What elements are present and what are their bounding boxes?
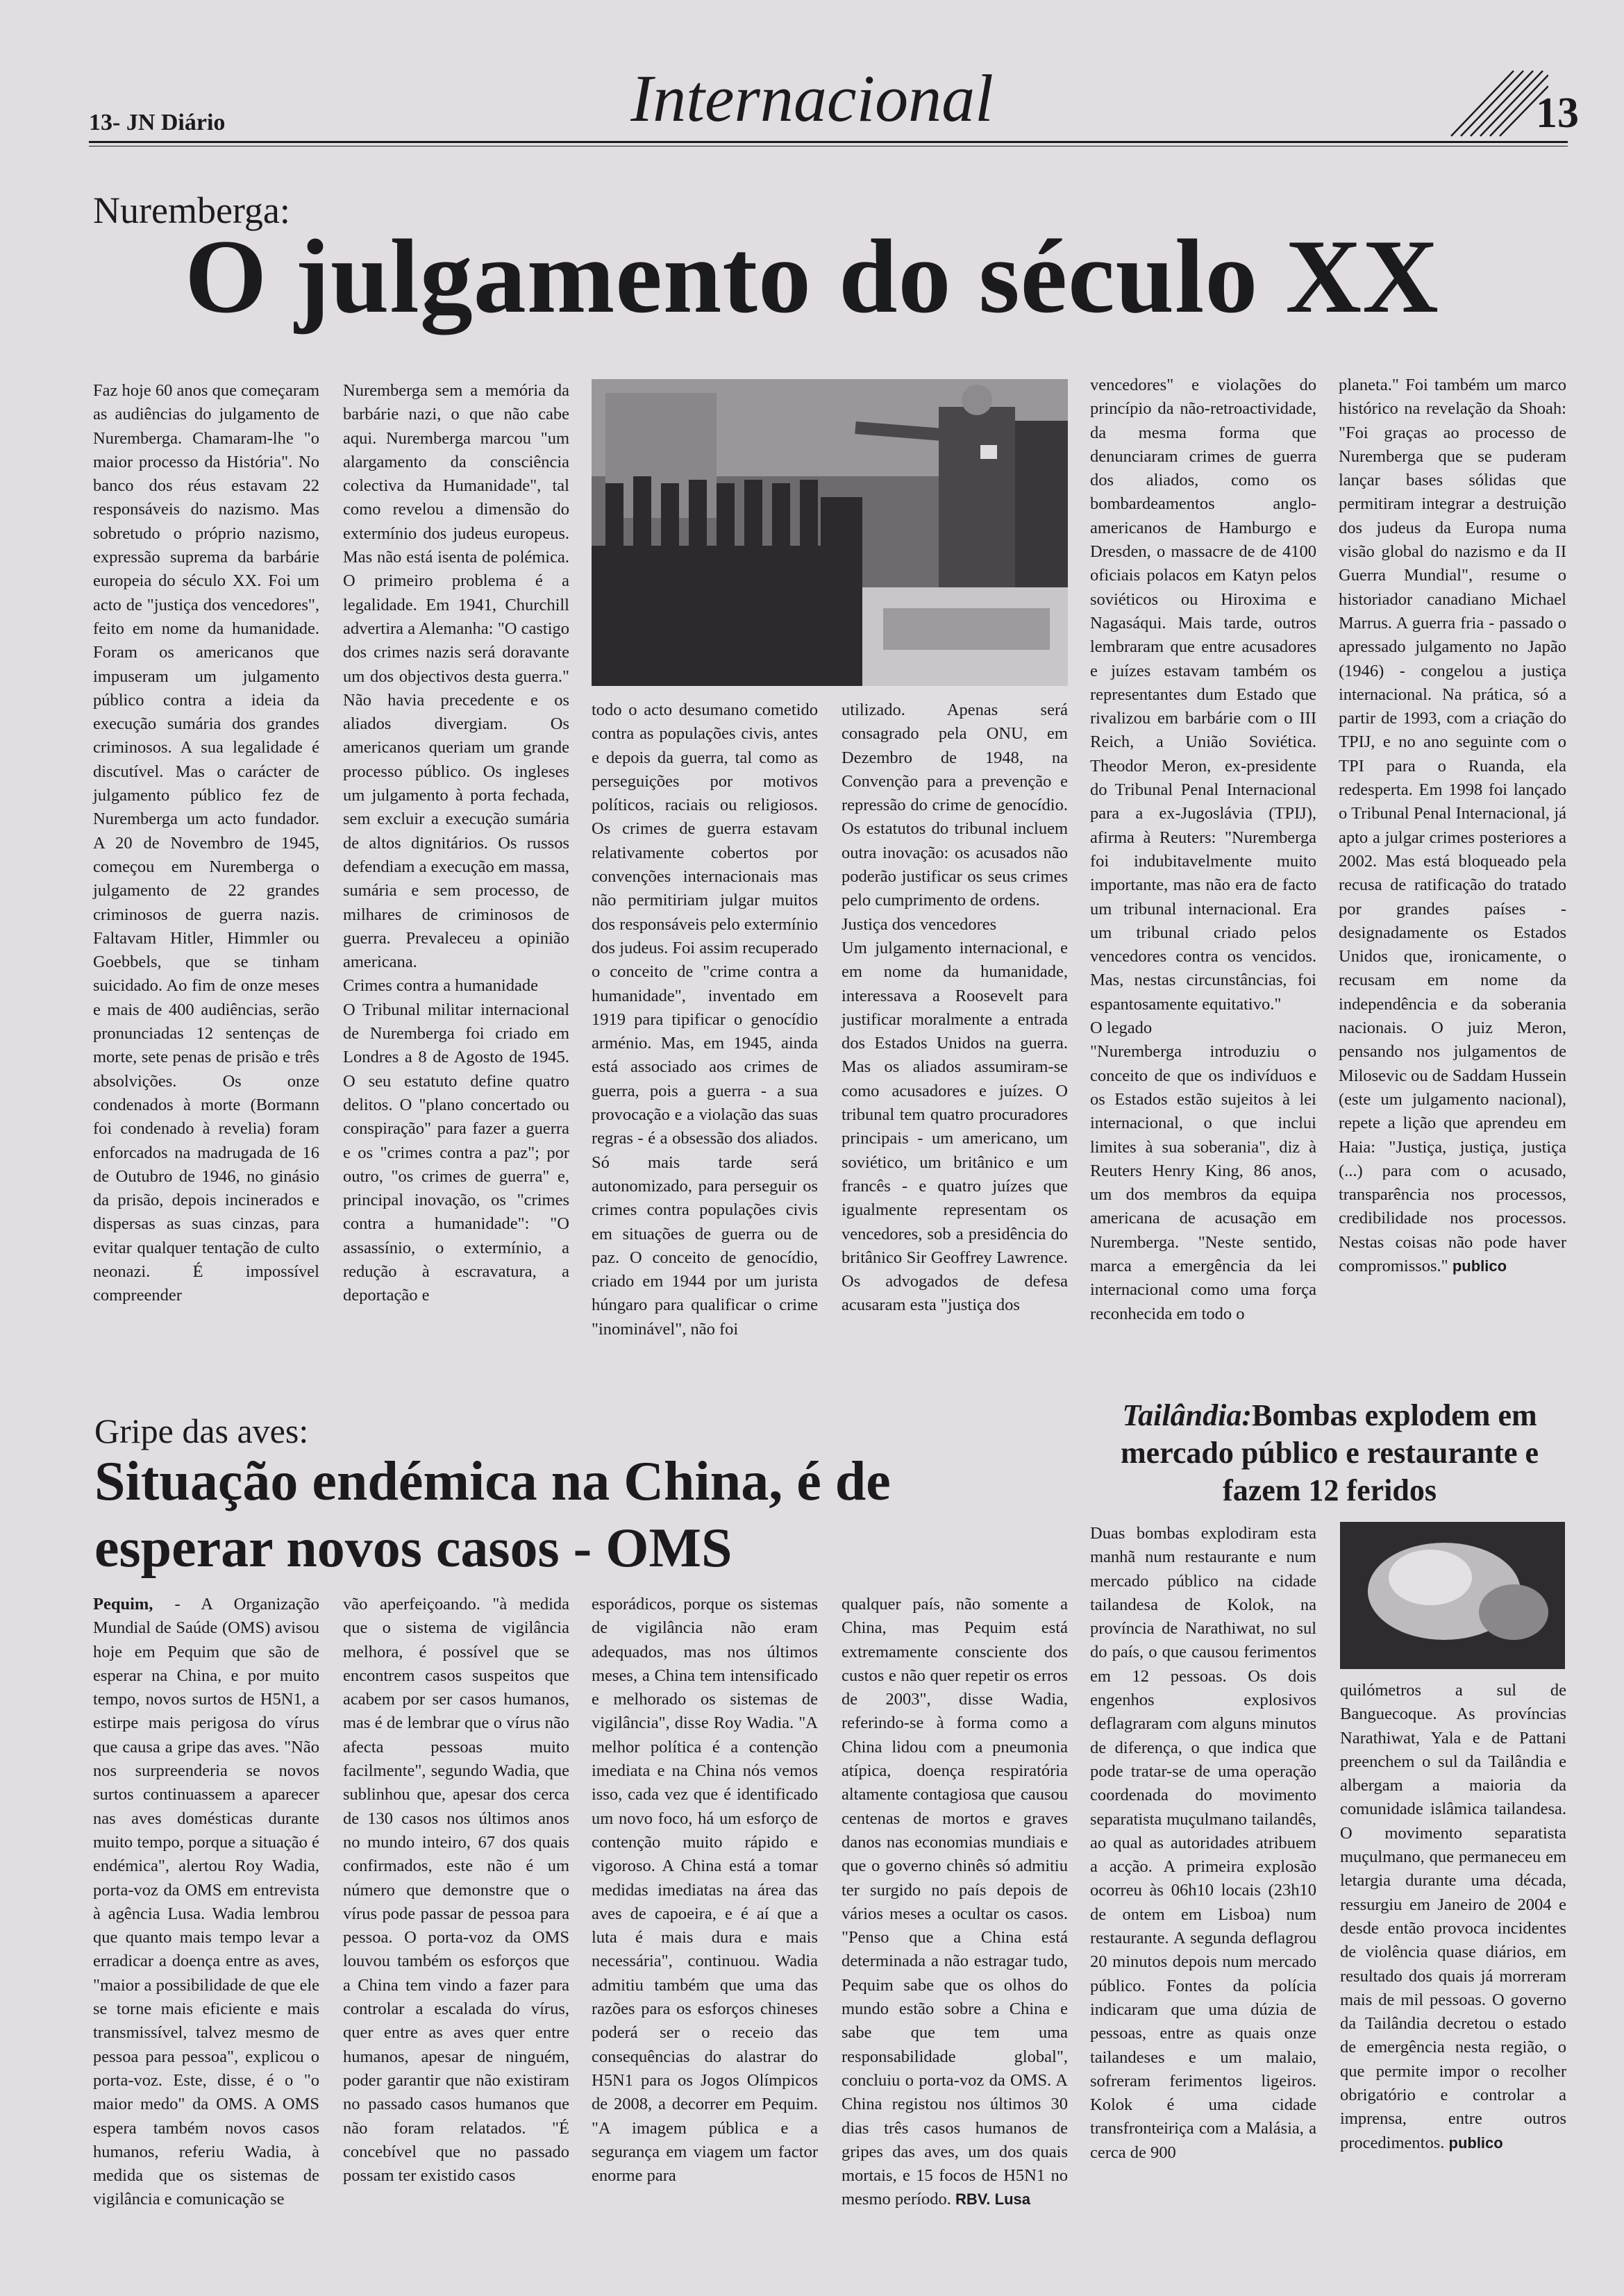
article3-headline-block bbox=[1090, 1397, 1569, 1509]
article1-col5-subhead: O legado bbox=[1090, 1019, 1153, 1038]
article1-col4-text: utilizado. Apenas será consagrado pela ONU, em Dezembro de 1948, na Convenção para a prevenção e repressão do crime de genocídio. Os estatutos do tribunal incluem outra inovação: os acusados não poderão justificar os seus crimes pelo cumprimento de ordens. bbox=[842, 701, 1068, 910]
article2-col4-text: qualquer país, não somente a China, mas Pequim está extremamente consciente dos custos e não quer repetir os erros de 2003", disse Wadia, referindo-se à forma como a China lidou com a pneumonia atípica, doença respiratória altamente contagiosa que causou centenas de mortos e graves danos nas economias mundiais e que o governo chinês só admitiu ter surgido no país depois de vários meses a ocultar os casos. "Penso que a China está determinada a não estragar tudo, Pequim sabe que os olhos do mundo estão sobre a China e sabe que tem uma responsabilidade global", concluiu o porta-voz da OMS. A China registou nos últimos 30 dias três casos humanos de gripes das aves, um dos quais mortais, e 15 focos de H5N1 no mesmo período. bbox=[842, 1595, 1068, 2209]
article3-column-1 bbox=[1090, 1522, 1316, 2165]
article2-column-2 bbox=[343, 1593, 569, 2188]
explosion-photo bbox=[1340, 1522, 1565, 1669]
article2-signature: RBV. Lusa bbox=[955, 2190, 1031, 2209]
article1-headline: O julgamento do século XX bbox=[185, 218, 1439, 335]
article1-col5-text: vencedores" e violações do princípio da não-retroactividade, da mesma forma que denunciaram crimes de guerra dos aliados, como os bombardeamentos anglo-americanos de Hamburgo e Dresden, o massacre de de 4100 oficiais polacos em Katyn pelos soviéticos ou Hiroxima e Nagasáqui. Mais tarde, outros lembraram que entre acusadores e juízes estavam também os representantes dum Estado que rivalizou em barbárie com o III Reich, a União Soviética. Theodor Meron, ex-presidente do Tribunal Penal Internacional para a ex-Jugoslávia (TPIJ), afirma à Reuters: "Nuremberga foi indubitavelmente muito importante, mas não era de facto um tribunal internacional. Era um tribunal criado pelos vencedores contra os vencidos. Mas, nestas circunstâncias, foi espantosamente equitativo." bbox=[1090, 376, 1316, 1014]
newspaper-name: 13- JN Diário bbox=[89, 110, 226, 135]
article1-column-2 bbox=[343, 379, 569, 1308]
article3-col1-text: Duas bombas explodiram esta manhã num restaurante e num mercado público na cidade tailandesa de Kolok, na província de Narathiwat, no sul do país, o que causou ferimentos em 12 pessoas. Os dois engenhos explosivos deflagraram com alguns minutos de diferença, o que indica que pode tratar-se de uma operação coordenada do movimento separatista muçulmano tailandês, ao qual as autoridades atribuem a acção. A primeira explosão ocorreu às 06h10 locais (23h10 de ontem em Lisboa) num restaurante. A segunda deflagrou 20 minutos depois num mercado público. Fontes da polícia indicaram que uma dúzia de pessoas, entre as quais onze tailandeses e um malaio, sofreram ferimentos ligeiros. Kolok é uma cidade transfronteiriça com a Malásia, a cerca de 900 bbox=[1090, 1524, 1316, 2162]
header-rule bbox=[89, 141, 1568, 143]
article1-column-5 bbox=[1090, 374, 1316, 1326]
article1-col1-text: Faz hoje 60 anos que começaram as audiências do julgamento de Nuremberga. Chamaram-lhe "o maior processo da História". No banco dos réus estavam 22 responsáveis do nazismo. Mas sobretudo o próprio nazismo, expressão suprema da barbárie europeia do século XX. Foi um acto de "justiça dos vencedores", feito em nome da humanidade. Foram os americanos que impuseram um julgamento público contra a ideia da execução sumária dos grandes criminosos. A sua legalidade é discutível. Mas o carácter de julgamento público fez de Nuremberga um acto fundador. A 20 de Novembro de 1945, começou em Nuremberga o julgamento de 22 grandes criminosos de guerra nazis. Faltavam Hitler, Himmler ou Goebbels, que se tinham suicidado. Ao fim de onze meses e mais de 400 audiências, serão pronunciadas 12 sentenças de morte, sete penas de prisão e três absolvições. Os onze condenados à morte (Bormann foi condenado à revelia) foram enforcados na madrugada de 16 de Outubro de 1946, no ginásio da prisão, depois incinerados e dispersas as suas cinzas, para evitar qualquer tentação de culto neonazi. É impossível compreender bbox=[93, 381, 319, 1305]
article2-column-1 bbox=[93, 1593, 319, 2212]
article2-dateline: Pequim, bbox=[93, 1595, 153, 1614]
article1-column-3 bbox=[592, 698, 818, 1341]
article1-col2-subhead: Crimes contra a humanidade bbox=[343, 976, 538, 996]
article3-kicker: Tailândia: bbox=[1122, 1398, 1252, 1432]
nuremberg-rally-photo bbox=[592, 379, 1068, 686]
article3-headline: Bombas explodem em mercado público e restaurante e fazem 12 feridos bbox=[1120, 1398, 1539, 1507]
article1-col6-text: planeta." Foi também um marco histórico na revelação da Shoah: "Foi graças ao processo de Nuremberga que se puderam lançar bases sólidas que permitiram integrar a destruição dos judeus da Europa numa visão global do nazismo e da II Guerra Mundial", resume o historiador canadiano Michael Marrus. A guerra fria - passado o apressado julgamento no Japão (1946) - congelou a justiça internacional. Na prática, só a partir de 1993, com a criação do TPIJ, e no ano seguinte com o TPI para o Ruanda, ela redesperta. Em 1998 foi lançado o Tribunal Penal Internacional, já apto a julgar crimes posteriores a 2002. Mas está bloqueado pela recusa de ratificação do tratado por grandes países - designadamente os Estados Unidos que, ironicamente, o recusam em nome da independência e da soberania nacionais. O juiz Meron, pensando nos julgamentos de Milosevic ou de Saddam Hussein (este um julgamento nacional), repete a lição que aprendeu em Haia: "Justiça, justiça, justiça (...) para com o acusado, transparência nos processos, credibilidade nos processos. Nestas coisas não pode haver compromissos." bbox=[1339, 376, 1566, 1275]
article1-col5b-text: "Nuremberga introduziu o conceito de que os indivíduos e os Estados estão sujeitos à lei internacional, o que inclui limites à sua soberania", diz à Reuters Henry King, 86 anos, um dos membros da equipa americana de acusação em Nuremberga. "Neste sentido, marca a emergência da lei internacional como uma força reconhecida em todo o bbox=[1090, 1042, 1316, 1323]
article2-headline: Situação endémica na China, é de esperar novos casos - OMS bbox=[94, 1451, 891, 1579]
article3-signature: publico bbox=[1448, 2134, 1503, 2152]
article2-col3-text: esporádicos, porque os sistemas de vigilância não eram adequados, mas nos últimos meses, a China tem intensificado e melhorado os sistemas de vigilância", disse Roy Wadia. "A melhor política é a contenção imediata e na China nós vemos isso, cada vez que é identificado um novo foco, há um esforço de contenção muito rápido e vigoroso. A China está a tomar medidas imediatas na área das aves de capoeira, e é aí que a luta é mais dura e mais necessária", continuou. Wadia admitiu também que uma das razões para os esforços chineses poderá ser o receio das consequências do alastrar do H5N1 para os Jogos Olímpicos de 2008, a decorrer em Pequim. "A imagem pública e a segurança em viagem um factor enorme para bbox=[592, 1595, 818, 2186]
article1-col4-subhead: Justiça dos vencedores bbox=[842, 914, 997, 934]
article3-col2-text: quilómetros a sul de Banguecoque. As províncias Narathiwat, Yala e de Pattani preenchem o sul da Tailândia e albergam a maioria da comunidade islâmica tailandesa. O movimento separatista muçulmano, que permaneceu em letargia durante uma década, ressurgiu em Janeiro de 2004 e desde então provoca incidentes de violência quase diários, em resultado dos quais já morreram mais de mil pessoas. O governo da Tailândia decretou o estado de emergência nesta região, o que permite impor o recolher obrigatório e controlar a imprensa, entre outros procedimentos. bbox=[1340, 1681, 1566, 2152]
article1-col3-text: todo o acto desumano cometido contra as populações civis, antes e depois da guerra, tal como as perseguições por motivos políticos, raciais ou religiosos. Os crimes de guerra estavam relativamente cobertos por convenções internacionais mas não permitiriam julgar muitos dos responsáveis pelo extermínio dos judeus. Foi assim recuperado o conceito de "crime contra a humanidade", inventado em 1919 para tipificar o genocídio arménio. Mas, em 1945, ainda está associado aos crimes de guerra, pois a guerra - a sua provocação e a violação das suas regras - é a obsessão dos aliados. Só mais tarde será autonomizado, para perseguir os crimes contra populações civis em situações de guerra ou de paz. O conceito de genocídio, criado em 1944 por um jurista húngaro para qualificar o crime "inominável", não foi bbox=[592, 701, 818, 1339]
article1-col4b-text: Um julgamento internacional, e em nome da humanidade, interessava a Roosevelt para justificar moralmente a entrada dos Estados Unidos na guerra. Mas os aliados assumiram-se como acusadores e juízes. O tribunal tem quatro procuradores principais - um americano, um soviético, um britânico e um francês - e quatro juízes que igualmente representam os vencedores, sob a presidência do britânico Sir Geoffrey Lawrence. Os advogados de defesa acusaram esta "justiça dos bbox=[842, 938, 1068, 1315]
article1-col2-text: Nuremberga sem a memória da barbárie nazi, o que não cabe aqui. Nuremberga marcou "um alargamento da consciência colectiva da Humanidade", tal como revelou a dimensão do extermínio dos judeus europeus. Mas não está isenta de polémica. O primeiro problema é a legalidade. Em 1941, Churchill advertira a Alemanha: "O castigo dos crimes nazis será doravante um dos objectivos desta guerra." Não havia precedente e os aliados divergiam. Os americanos queriam um grande processo público. Os ingleses um julgamento à porta fechada, sem excluir a execução sumária de altos dignitários. Os russos defendiam a execução em massa, sumária e sem processo, de milhares de criminosos de guerra. Prevaleceu a opinião americana. bbox=[343, 381, 569, 972]
article2-col1-text: - A Organização Mundial de Saúde (OMS) avisou hoje em Pequim que são de esperar na China, e por muito tempo, novos surtos de H5N1, a estirpe mais perigosa do vírus que causa a gripe das aves. "Não nos surpreenderia se novos surtos continuassem a aparecer nas aves domésticas durante muito tempo, porque a situação é endémica", alertou Roy Wadia, porta-voz da OMS em entrevista à agência Lusa. Wadia lembrou que quanto mais tempo levar a erradicar a doença entre as aves, "maior a possibilidade de que ele se torne mais eficiente e mais transmissível, talvez mesmo de pessoa para pessoa", explicou o porta-voz. Este, disse, é o "o maior medo" da OMS. A OMS espera também novos casos humanos, referiu Wadia, à medida que os sistemas de vigilância e comunicação se bbox=[93, 1595, 319, 2209]
article3-column-2 bbox=[1340, 1679, 1566, 2155]
article2-column-4 bbox=[842, 1593, 1068, 2212]
section-title: Internacional bbox=[630, 61, 994, 135]
article2-column-3 bbox=[592, 1593, 818, 2188]
slashes-ornament bbox=[1444, 67, 1548, 139]
article2-col2-text: vão aperfeiçoando. "à medida que o sistema de vigilância melhora, é possível que se encontrem casos suspeitos que acabem por ser casos humanos, mas é de lembrar que o vírus não afecta pessoas muito facilmente", segundo Wadia, que sublinhou que, apesar dos cerca de 130 casos nos últimos anos no mundo inteiro, 67 dos quais confirmados, este não é um número que demonstre que o vírus pode passar de pessoa para pessoa. O porta-voz da OMS louvou também os esforços que a China tem vindo a fazer para controlar a escalada do vírus, quer entre as aves quer entre humanos, apesar de ninguém, poder garantir que não existiram no passado casos humanos que não foram relatados. "É concebível que no passado possam ter existido casos bbox=[343, 1595, 569, 2186]
page-number: 13 bbox=[1536, 90, 1579, 137]
article2-kicker: Gripe das aves: bbox=[94, 1411, 309, 1450]
article1-kicker: Nuremberga: bbox=[93, 190, 290, 231]
article1-signature: publico bbox=[1452, 1257, 1507, 1275]
article1-column-6 bbox=[1339, 374, 1566, 1278]
article1-col2b-text: O Tribunal militar internacional de Nuremberga foi criado em Londres a 8 de Agosto de 1945. O seu estatuto define quatro delitos. O "plano concertado ou conspiração" para fazer a guerra e os "crimes contra a paz"; por outro, "os crimes de guerra" e, principal inovação, os "crimes contra a humanidade": "O assassínio, o extermínio, a redução à escravatura, a deportação e bbox=[343, 1000, 569, 1305]
article1-column-4 bbox=[842, 698, 1068, 1318]
article1-column-1 bbox=[93, 379, 319, 1308]
